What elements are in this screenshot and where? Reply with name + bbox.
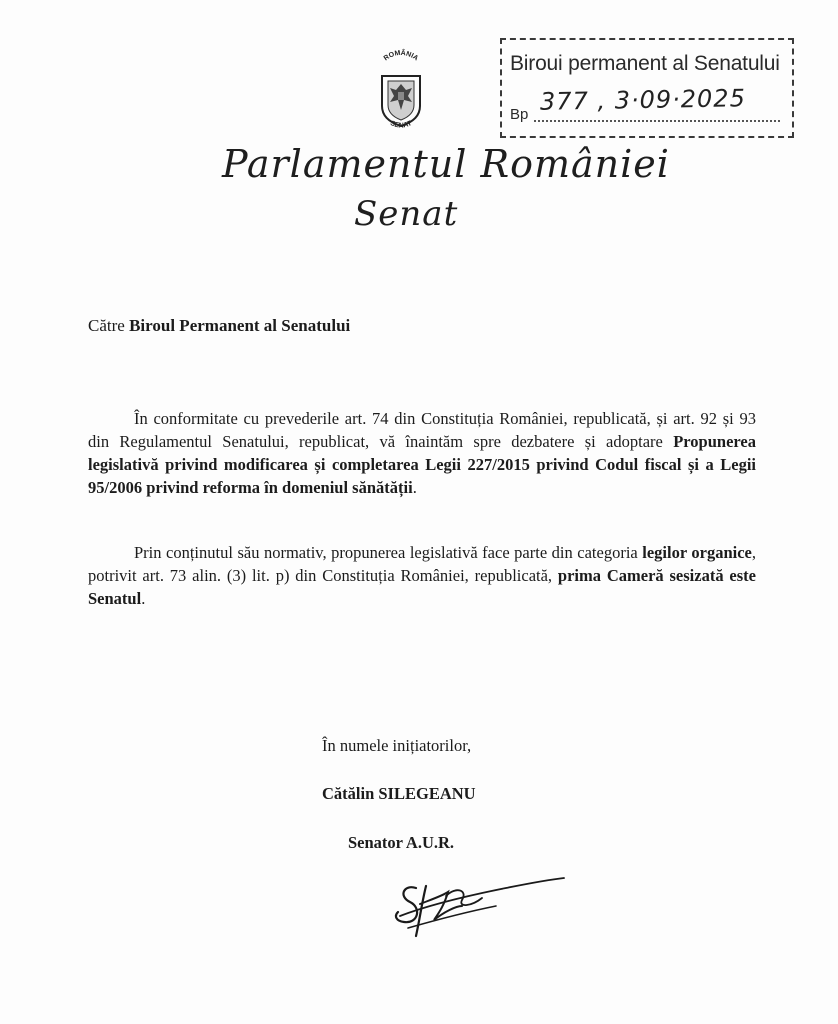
paragraph2-law-category: legilor organice [642, 543, 752, 562]
senate-crest-icon [368, 48, 434, 134]
svg-text:ROMÂNIA: ROMÂNIA [382, 49, 420, 63]
paragraph2-end: . [141, 589, 146, 608]
paragraph1-bill-title: Propunerea legislativă privind modificarea și completarea Legii 227/2015 privind Codul fiscal și a Legii 95/2006 privind reforma în domeniul sănătății [88, 432, 756, 497]
addressee-name: Biroul Permanent al Senatului [129, 316, 351, 335]
svg-text:SENAT: SENAT [389, 119, 413, 130]
paragraph2-first-chamber: prima Cameră sesizată este Senatul [88, 566, 756, 608]
on-behalf-line: În numele inițiatorilor, [322, 736, 472, 755]
handwritten-signature [386, 866, 576, 946]
letterhead-senate: Senat [354, 194, 459, 234]
paragraph2-text1: Prin conținutul său normativ, propunerea legislativă face parte din categoria [134, 543, 643, 562]
signatory-title: Senator A.U.R. [348, 833, 455, 852]
addressee-prefix: Către [88, 316, 130, 335]
stamp-dotted-line [534, 120, 780, 122]
paragraph1-end: . [412, 478, 417, 497]
body-paragraph-1 [88, 407, 756, 499]
stamp-title: Biroui permanent al Senatului [510, 52, 780, 75]
addressee-line [88, 316, 350, 336]
paragraph2-text2: , potrivit art. 73 alin. (3) lit. p) din Constituția României, republicată, [88, 543, 756, 585]
stamp-registration-number: 377 , 3·09·2025 [539, 84, 747, 116]
paragraph1-text: În conformitate cu prevederile art. 74 din Constituția României, republicată, și art. 92 și 93 din Regulamentul Senatului, republicat, vă înaintăm spre dezbatere și adoptare [88, 409, 756, 451]
registration-stamp [500, 38, 794, 138]
letterhead-parliament: Parlamentul României [222, 142, 670, 186]
signatory-name: Cătălin SILEGEANU [322, 784, 476, 803]
body-paragraph-2 [88, 541, 756, 610]
stamp-registration-label: Bp [510, 106, 529, 123]
